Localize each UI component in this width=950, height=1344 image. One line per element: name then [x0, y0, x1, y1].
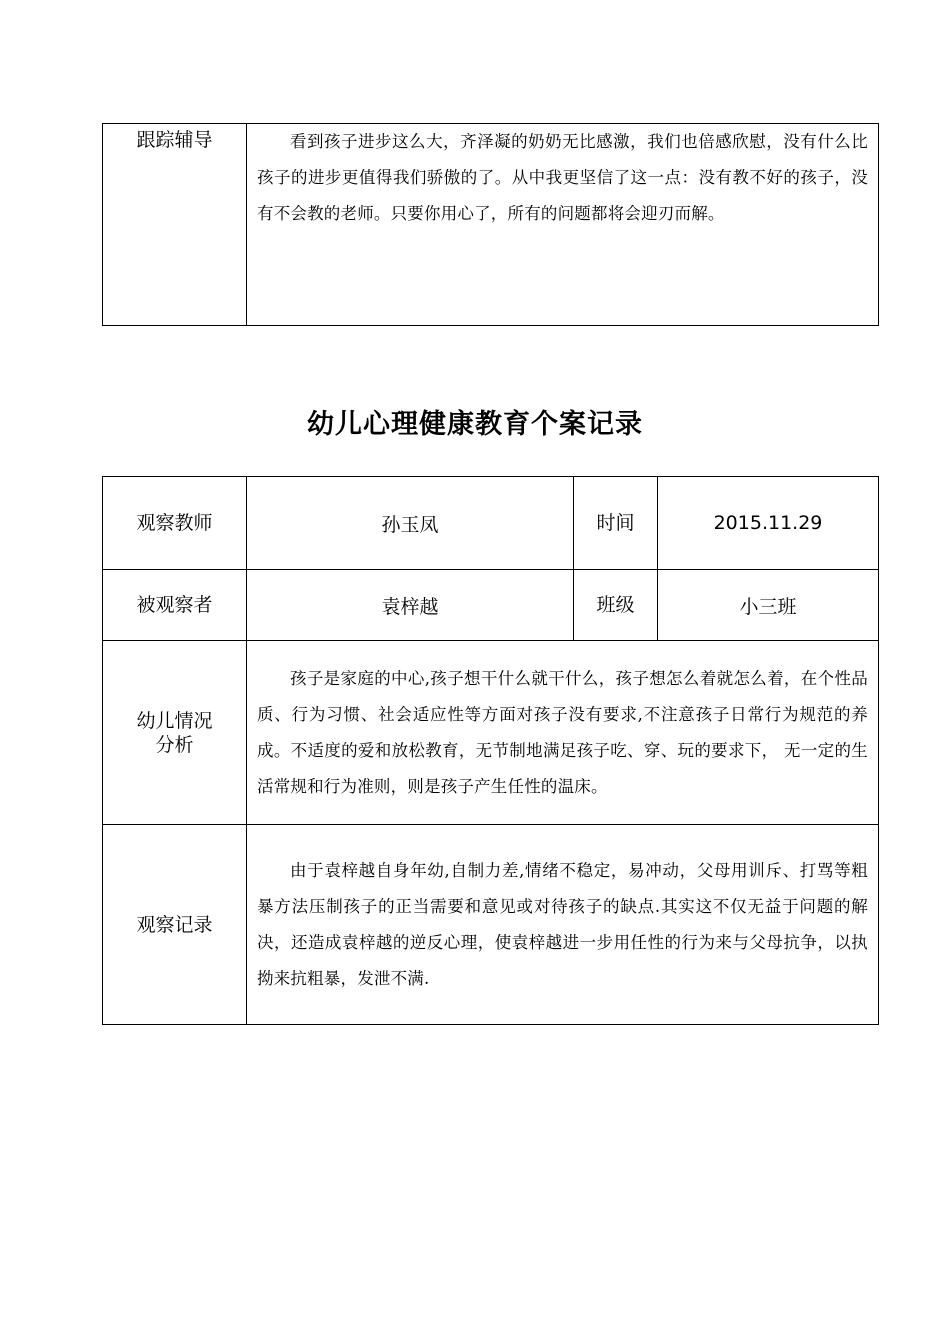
teacher-label: 观察教师: [103, 477, 247, 570]
time-value: 2015.11.29: [658, 477, 879, 570]
tracking-label: 跟踪辅导: [103, 124, 247, 326]
analysis-row: [103, 641, 879, 825]
tracking-table: [102, 123, 879, 326]
class-label: 班级: [574, 570, 658, 641]
tracking-text: 看到孩子进步这么大，齐泽凝的奶奶无比感激，我们也倍感欣慰，没有什么比孩子的进步更值得我们骄傲的了。从中我更坚信了这一点：没有教不好的孩子，没有不会教的老师。只要你用心了，所有的问题都将会迎刃而解。: [247, 124, 879, 326]
analysis-text: 孩子是家庭的中心,孩子想干什么就干什么，孩子想怎么着就怎么着，在个性品质、行为习惯、社会适应性等方面对孩子没有要求,不注意孩子日常行为规范的养成。不适度的爱和放松教育，无节制地满足孩子吃、穿、玩的要求下， 无一定的生活常规和行为准则，则是孩子产生任性的温床。: [247, 641, 879, 825]
analysis-label: 幼儿情况分析: [103, 641, 247, 825]
observation-label: 观察记录: [103, 825, 247, 1025]
observed-value: 袁梓越: [247, 570, 574, 641]
observation-text: 由于袁梓越自身年幼,自制力差,情绪不稳定，易冲动，父母用训斥、打骂等粗暴方法压制孩子的正当需要和意见或对待孩子的缺点.其实这不仅无益于问题的解决，还造成袁梓越的逆反心理，使袁梓越进一步用任性的行为来与父母抗争，以执拗来抗粗暴，发泄不满.: [247, 825, 879, 1025]
time-label: 时间: [574, 477, 658, 570]
case-record-table: [102, 476, 879, 1025]
document-title: 幼儿心理健康教育个案记录: [307, 409, 643, 440]
teacher-row: [103, 477, 879, 570]
teacher-value: 孙玉凤: [247, 477, 574, 570]
observed-row: [103, 570, 879, 641]
class-value: 小三班: [658, 570, 879, 641]
observed-label: 被观察者: [103, 570, 247, 641]
observation-row: [103, 825, 879, 1025]
